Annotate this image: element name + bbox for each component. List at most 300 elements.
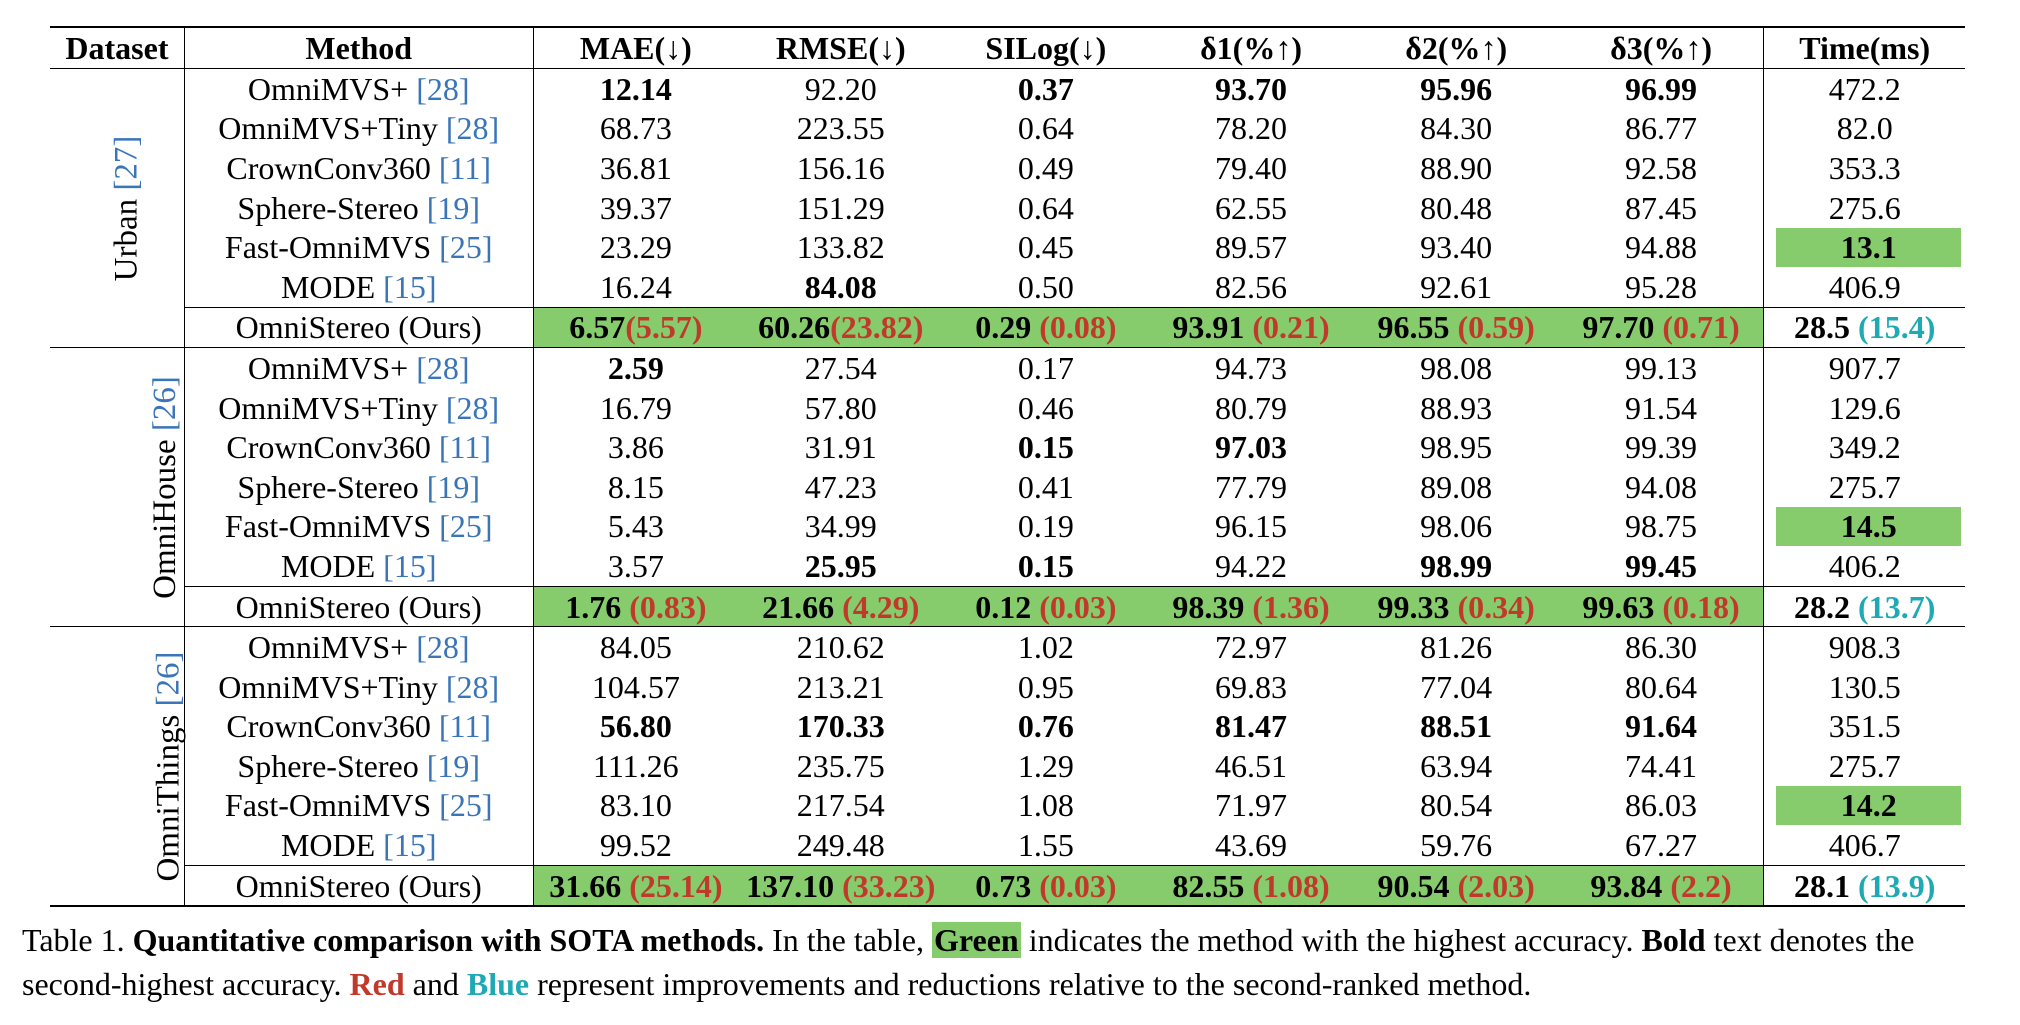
d3-cell bbox=[1559, 707, 1764, 747]
mae-value: 8.15 bbox=[607, 468, 664, 505]
silog-value: 0.17 bbox=[1017, 349, 1074, 386]
d2-value: 98.95 bbox=[1420, 429, 1493, 466]
d3-cell bbox=[1559, 786, 1764, 826]
table-row bbox=[50, 507, 1965, 547]
method-name-ours: OmniStereo (Ours) bbox=[235, 309, 482, 346]
table-row bbox=[50, 786, 1965, 826]
caption-text1: In the table, bbox=[772, 922, 924, 958]
caption-text4: and bbox=[412, 966, 459, 1002]
d3-cell bbox=[1559, 188, 1764, 228]
d2-value-ours: 96.55 bbox=[1377, 309, 1450, 346]
d3-cell bbox=[1559, 825, 1764, 865]
d2-cell bbox=[1354, 427, 1559, 467]
d3-value: 91.64 bbox=[1625, 708, 1698, 745]
time-value-fastest: 13.1 bbox=[1776, 228, 1961, 267]
method-cell bbox=[184, 109, 533, 149]
rmse-improvement: (23.82) bbox=[830, 309, 924, 346]
d3-cell-ours bbox=[1559, 586, 1764, 627]
rmse-cell-ours bbox=[738, 586, 943, 627]
dataset-label bbox=[150, 651, 187, 882]
method-cell bbox=[184, 627, 533, 667]
table-row bbox=[50, 546, 1965, 586]
mae-cell bbox=[533, 267, 738, 307]
silog-cell bbox=[943, 267, 1148, 307]
dataset-name: Urban bbox=[108, 198, 145, 282]
method-citation: [19] bbox=[426, 468, 480, 505]
mae-value: 5.43 bbox=[607, 508, 664, 545]
d3-cell bbox=[1559, 746, 1764, 786]
silog-value: 1.55 bbox=[1017, 827, 1074, 864]
d2-improvement: (0.34) bbox=[1457, 588, 1535, 625]
silog-value: 0.15 bbox=[1017, 547, 1074, 584]
d1-cell bbox=[1148, 627, 1353, 667]
d1-value: 46.51 bbox=[1215, 747, 1288, 784]
d1-value: 81.47 bbox=[1215, 708, 1288, 745]
d2-value: 77.04 bbox=[1420, 668, 1493, 705]
dataset-cell bbox=[50, 627, 187, 907]
method-cell bbox=[184, 586, 533, 627]
rmse-cell bbox=[738, 427, 943, 467]
silog-cell bbox=[943, 109, 1148, 149]
d1-value: 72.97 bbox=[1215, 629, 1288, 666]
d1-value: 43.69 bbox=[1215, 827, 1288, 864]
d1-cell-ours bbox=[1148, 586, 1353, 627]
method-citation: [19] bbox=[426, 747, 480, 784]
d1-cell bbox=[1148, 546, 1353, 586]
mae-cell bbox=[533, 507, 738, 547]
d2-cell-ours bbox=[1354, 307, 1559, 348]
rmse-value: 133.82 bbox=[796, 229, 885, 266]
d1-cell bbox=[1148, 109, 1353, 149]
mae-value: 2.59 bbox=[607, 349, 664, 386]
method-cell bbox=[184, 148, 533, 188]
table-row bbox=[50, 109, 1965, 149]
silog-value-ours: 0.29 bbox=[975, 309, 1032, 346]
rmse-cell bbox=[738, 707, 943, 747]
time-value: 349.2 bbox=[1828, 429, 1901, 466]
table-row bbox=[50, 627, 1965, 667]
silog-improvement: (0.08) bbox=[1039, 309, 1117, 346]
time-value: 406.2 bbox=[1828, 547, 1901, 584]
rmse-cell bbox=[738, 467, 943, 507]
results-table-container bbox=[50, 26, 1965, 907]
d2-improvement: (0.59) bbox=[1457, 309, 1535, 346]
method-citation: [25] bbox=[439, 508, 493, 545]
time-value-ours: 28.2 bbox=[1794, 588, 1851, 625]
time-value: 275.7 bbox=[1828, 747, 1901, 784]
rmse-value: 235.75 bbox=[796, 747, 885, 784]
rmse-cell bbox=[738, 546, 943, 586]
d2-cell bbox=[1354, 148, 1559, 188]
mae-value: 39.37 bbox=[599, 189, 672, 226]
d2-cell bbox=[1354, 388, 1559, 428]
rmse-value: 249.48 bbox=[796, 827, 885, 864]
method-citation: [28] bbox=[445, 389, 500, 426]
method-name: MODE bbox=[280, 268, 376, 305]
method-citation: [28] bbox=[445, 110, 500, 147]
d3-value: 92.58 bbox=[1625, 149, 1698, 186]
silog-cell bbox=[943, 786, 1148, 826]
d3-cell bbox=[1559, 227, 1764, 267]
rmse-cell bbox=[738, 746, 943, 786]
d1-value: 96.15 bbox=[1215, 508, 1288, 545]
silog-improvement: (0.03) bbox=[1039, 867, 1117, 904]
d2-cell bbox=[1354, 188, 1559, 228]
d1-value: 79.40 bbox=[1215, 149, 1288, 186]
caption-text5: represent improvements and reductions relative to the second-ranked method. bbox=[537, 966, 1532, 1002]
d2-cell bbox=[1354, 109, 1559, 149]
mae-improvement: (25.14) bbox=[629, 867, 723, 904]
method-citation: [15] bbox=[383, 547, 437, 584]
silog-cell bbox=[943, 69, 1148, 109]
d1-value-ours: 82.55 bbox=[1172, 867, 1245, 904]
d2-cell bbox=[1354, 267, 1559, 307]
time-cell-ours bbox=[1764, 307, 1965, 348]
method-name: Fast-OmniMVS bbox=[224, 229, 432, 266]
silog-value: 0.64 bbox=[1017, 189, 1074, 226]
table-row bbox=[50, 427, 1965, 467]
d2-value: 59.76 bbox=[1420, 827, 1493, 864]
dataset-cell bbox=[50, 69, 184, 348]
d1-value-ours: 93.91 bbox=[1172, 309, 1245, 346]
silog-value-ours: 0.12 bbox=[975, 588, 1032, 625]
time-cell bbox=[1764, 507, 1965, 547]
caption-label: Table 1. bbox=[22, 922, 125, 958]
d1-cell bbox=[1148, 267, 1353, 307]
time-value: 353.3 bbox=[1828, 149, 1901, 186]
header-d2: δ2(%↑) bbox=[1354, 27, 1559, 69]
silog-cell bbox=[943, 148, 1148, 188]
time-value-ours: 28.1 bbox=[1794, 867, 1851, 904]
mae-cell-ours bbox=[533, 865, 738, 906]
d3-improvement: (0.18) bbox=[1662, 588, 1740, 625]
d3-value-ours: 97.70 bbox=[1582, 309, 1655, 346]
rmse-cell bbox=[738, 786, 943, 826]
table-row bbox=[50, 267, 1965, 307]
rmse-value: 223.55 bbox=[796, 110, 885, 147]
time-cell-ours bbox=[1764, 586, 1965, 627]
dataset-name: OmniHouse bbox=[146, 439, 183, 600]
d1-cell bbox=[1148, 148, 1353, 188]
mae-value-ours: 1.76 bbox=[565, 588, 622, 625]
time-value-fastest: 14.2 bbox=[1776, 786, 1961, 825]
d1-value: 77.79 bbox=[1215, 468, 1288, 505]
d1-cell bbox=[1148, 427, 1353, 467]
d3-value: 96.99 bbox=[1625, 70, 1698, 107]
caption-title: Quantitative comparison with SOTA methods. bbox=[132, 922, 765, 958]
table-row-ours bbox=[50, 865, 1965, 906]
method-name-ours: OmniStereo (Ours) bbox=[235, 867, 482, 904]
mae-value: 23.29 bbox=[599, 229, 672, 266]
rmse-cell bbox=[738, 109, 943, 149]
time-cell bbox=[1764, 148, 1965, 188]
time-cell bbox=[1764, 746, 1965, 786]
d3-value: 94.88 bbox=[1625, 229, 1698, 266]
mae-cell bbox=[533, 746, 738, 786]
mae-cell bbox=[533, 348, 738, 388]
rmse-cell bbox=[738, 667, 943, 707]
d1-cell bbox=[1148, 69, 1353, 109]
time-value-fastest: 14.5 bbox=[1776, 507, 1961, 546]
d2-cell bbox=[1354, 227, 1559, 267]
rmse-cell bbox=[738, 627, 943, 667]
time-value-ours: 28.5 bbox=[1794, 309, 1851, 346]
silog-value: 1.29 bbox=[1017, 747, 1074, 784]
d2-cell bbox=[1354, 786, 1559, 826]
time-reduction: (15.4) bbox=[1858, 309, 1936, 346]
time-cell bbox=[1764, 667, 1965, 707]
d2-value: 92.61 bbox=[1420, 268, 1493, 305]
rmse-value: 92.20 bbox=[804, 70, 877, 107]
time-value: 129.6 bbox=[1828, 389, 1901, 426]
mae-value-ours: 31.66 bbox=[549, 867, 622, 904]
table-row bbox=[50, 188, 1965, 228]
mae-cell bbox=[533, 427, 738, 467]
d1-cell bbox=[1148, 825, 1353, 865]
mae-cell bbox=[533, 227, 738, 267]
d1-cell bbox=[1148, 188, 1353, 228]
mae-cell bbox=[533, 707, 738, 747]
results-table bbox=[50, 26, 1965, 907]
method-citation: [15] bbox=[383, 827, 437, 864]
rmse-value: 27.54 bbox=[804, 349, 877, 386]
rmse-value: 25.95 bbox=[804, 547, 877, 584]
d2-value: 81.26 bbox=[1420, 629, 1493, 666]
d2-cell bbox=[1354, 746, 1559, 786]
d3-cell bbox=[1559, 348, 1764, 388]
d1-cell bbox=[1148, 227, 1353, 267]
mae-value: 12.14 bbox=[599, 70, 672, 107]
mae-cell bbox=[533, 188, 738, 228]
d2-cell-ours bbox=[1354, 865, 1559, 906]
method-cell bbox=[184, 467, 533, 507]
d2-value: 80.48 bbox=[1420, 189, 1493, 226]
method-name: Sphere-Stereo bbox=[237, 468, 419, 505]
mae-cell bbox=[533, 109, 738, 149]
d3-cell bbox=[1559, 467, 1764, 507]
silog-cell bbox=[943, 746, 1148, 786]
mae-value-ours: 6.57 bbox=[569, 309, 626, 346]
mae-value: 56.80 bbox=[599, 708, 672, 745]
time-cell bbox=[1764, 227, 1965, 267]
mae-cell-ours bbox=[533, 586, 738, 627]
table-caption bbox=[22, 918, 2002, 1006]
d2-cell bbox=[1354, 69, 1559, 109]
silog-value: 0.46 bbox=[1017, 389, 1074, 426]
mae-value: 68.73 bbox=[599, 110, 672, 147]
mae-cell bbox=[533, 825, 738, 865]
time-cell bbox=[1764, 427, 1965, 467]
table-row bbox=[50, 227, 1965, 267]
method-name: Sphere-Stereo bbox=[237, 747, 419, 784]
rmse-value-ours: 60.26 bbox=[758, 309, 831, 346]
method-cell bbox=[184, 307, 533, 348]
d2-value: 88.90 bbox=[1420, 149, 1493, 186]
mae-improvement: (5.57) bbox=[625, 309, 703, 346]
d2-cell bbox=[1354, 546, 1559, 586]
d1-cell bbox=[1148, 746, 1353, 786]
method-cell bbox=[184, 227, 533, 267]
rmse-cell bbox=[738, 227, 943, 267]
time-cell bbox=[1764, 109, 1965, 149]
silog-cell bbox=[943, 825, 1148, 865]
method-citation: [28] bbox=[445, 668, 500, 705]
caption-bold-word: Bold bbox=[1641, 922, 1706, 958]
rmse-value: 156.16 bbox=[796, 149, 885, 186]
silog-value: 0.15 bbox=[1017, 429, 1074, 466]
rmse-cell bbox=[738, 348, 943, 388]
d3-cell-ours bbox=[1559, 307, 1764, 348]
silog-cell-ours bbox=[943, 586, 1148, 627]
d1-value: 94.22 bbox=[1215, 547, 1288, 584]
method-cell bbox=[184, 507, 533, 547]
rmse-improvement: (33.23) bbox=[842, 867, 936, 904]
mae-value: 83.10 bbox=[599, 787, 672, 824]
header-time: Time(ms) bbox=[1764, 27, 1965, 69]
silog-value: 0.19 bbox=[1017, 508, 1074, 545]
d3-cell bbox=[1559, 427, 1764, 467]
method-citation: [19] bbox=[426, 189, 480, 226]
silog-cell bbox=[943, 227, 1148, 267]
method-name: Fast-OmniMVS bbox=[224, 508, 432, 545]
d1-value: 89.57 bbox=[1215, 229, 1288, 266]
silog-value-ours: 0.73 bbox=[975, 867, 1032, 904]
time-cell bbox=[1764, 267, 1965, 307]
table-row-ours bbox=[50, 307, 1965, 348]
d2-cell bbox=[1354, 627, 1559, 667]
silog-cell bbox=[943, 427, 1148, 467]
time-cell bbox=[1764, 188, 1965, 228]
d2-cell bbox=[1354, 467, 1559, 507]
d2-cell bbox=[1354, 667, 1559, 707]
rmse-improvement: (4.29) bbox=[842, 588, 920, 625]
table-row-ours bbox=[50, 586, 1965, 627]
d2-value-ours: 90.54 bbox=[1377, 867, 1450, 904]
time-cell bbox=[1764, 69, 1965, 109]
mae-value: 111.26 bbox=[593, 747, 679, 784]
silog-value: 0.45 bbox=[1017, 229, 1074, 266]
d2-cell bbox=[1354, 707, 1559, 747]
method-cell bbox=[184, 546, 533, 586]
d1-cell-ours bbox=[1148, 865, 1353, 906]
table-row bbox=[50, 746, 1965, 786]
rmse-value-ours: 21.66 bbox=[762, 588, 835, 625]
method-name: OmniMVS+Tiny bbox=[218, 110, 438, 147]
mae-value: 16.79 bbox=[599, 389, 672, 426]
silog-cell bbox=[943, 707, 1148, 747]
table-row bbox=[50, 467, 1965, 507]
mae-cell bbox=[533, 786, 738, 826]
d1-cell bbox=[1148, 507, 1353, 547]
header-d3: δ3(%↑) bbox=[1559, 27, 1764, 69]
header-method: Method bbox=[184, 27, 533, 69]
time-value: 406.7 bbox=[1828, 827, 1901, 864]
d3-value: 74.41 bbox=[1625, 747, 1698, 784]
silog-cell bbox=[943, 467, 1148, 507]
method-cell bbox=[184, 825, 533, 865]
caption-text2: indicates the method with the highest accuracy. bbox=[1028, 922, 1634, 958]
rmse-value-ours: 137.10 bbox=[746, 867, 835, 904]
d1-cell-ours bbox=[1148, 307, 1353, 348]
silog-value: 0.41 bbox=[1017, 468, 1074, 505]
method-name: Sphere-Stereo bbox=[237, 189, 419, 226]
method-citation: [11] bbox=[438, 708, 491, 745]
d3-value: 87.45 bbox=[1625, 189, 1698, 226]
table-row bbox=[50, 667, 1965, 707]
time-value: 275.6 bbox=[1828, 189, 1901, 226]
time-value: 908.3 bbox=[1828, 629, 1901, 666]
d3-improvement: (0.71) bbox=[1662, 309, 1740, 346]
d2-value: 63.94 bbox=[1420, 747, 1493, 784]
d1-cell bbox=[1148, 667, 1353, 707]
caption-green-word: Green bbox=[934, 922, 1019, 958]
dataset-name: OmniThings bbox=[150, 715, 187, 882]
rmse-cell bbox=[738, 188, 943, 228]
rmse-value: 34.99 bbox=[804, 508, 877, 545]
method-cell bbox=[184, 267, 533, 307]
time-cell bbox=[1764, 707, 1965, 747]
d2-cell bbox=[1354, 348, 1559, 388]
d2-value: 98.06 bbox=[1420, 508, 1493, 545]
d2-cell bbox=[1354, 825, 1559, 865]
mae-value: 84.05 bbox=[599, 629, 672, 666]
silog-cell bbox=[943, 507, 1148, 547]
d3-improvement: (2.2) bbox=[1670, 867, 1732, 904]
rmse-cell-ours bbox=[738, 307, 943, 348]
time-cell bbox=[1764, 786, 1965, 826]
method-name: OmniMVS+ bbox=[247, 349, 409, 386]
method-cell bbox=[184, 667, 533, 707]
method-cell bbox=[184, 188, 533, 228]
method-citation: [28] bbox=[416, 629, 470, 666]
caption-blue-word: Blue bbox=[466, 966, 530, 1002]
d1-cell bbox=[1148, 707, 1353, 747]
d1-cell bbox=[1148, 467, 1353, 507]
mae-cell-ours bbox=[533, 307, 738, 348]
d3-cell bbox=[1559, 388, 1764, 428]
d2-value: 98.99 bbox=[1420, 547, 1493, 584]
silog-value: 1.08 bbox=[1017, 787, 1074, 824]
time-value: 275.7 bbox=[1828, 468, 1901, 505]
dataset-citation: [26] bbox=[150, 651, 187, 707]
d2-value-ours: 99.33 bbox=[1377, 588, 1450, 625]
d3-value: 99.45 bbox=[1625, 547, 1698, 584]
method-cell bbox=[184, 865, 533, 906]
d1-value: 97.03 bbox=[1215, 429, 1288, 466]
table-row bbox=[50, 348, 1965, 388]
method-name: OmniMVS+ bbox=[247, 70, 409, 107]
method-citation: [28] bbox=[416, 70, 470, 107]
time-value: 907.7 bbox=[1828, 349, 1901, 386]
rmse-cell bbox=[738, 825, 943, 865]
time-cell bbox=[1764, 348, 1965, 388]
method-cell bbox=[184, 707, 533, 747]
d3-value: 86.30 bbox=[1625, 629, 1698, 666]
caption-text3: text denotes the second-highest accuracy. bbox=[22, 922, 1915, 1002]
d2-value: 95.96 bbox=[1420, 70, 1493, 107]
d1-value: 62.55 bbox=[1215, 189, 1288, 226]
d2-cell-ours bbox=[1354, 586, 1559, 627]
time-cell bbox=[1764, 546, 1965, 586]
d2-cell bbox=[1354, 507, 1559, 547]
mae-cell bbox=[533, 546, 738, 586]
table-row bbox=[50, 707, 1965, 747]
silog-cell-ours bbox=[943, 865, 1148, 906]
rmse-cell bbox=[738, 388, 943, 428]
d2-improvement: (2.03) bbox=[1457, 867, 1535, 904]
mae-value: 36.81 bbox=[599, 149, 672, 186]
header-rmse: RMSE(↓) bbox=[738, 27, 943, 69]
